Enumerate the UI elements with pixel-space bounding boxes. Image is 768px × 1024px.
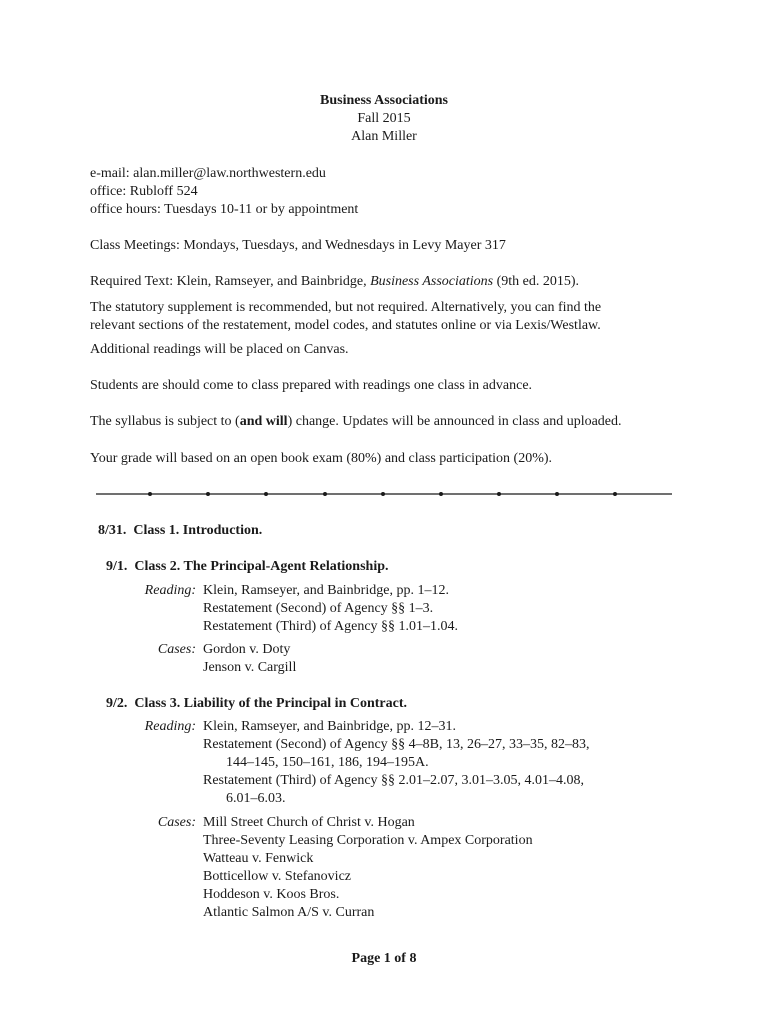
class-3-reading-label: Reading: <box>144 719 196 734</box>
class-1-date: 8/31. <box>98 523 127 538</box>
class-3-reading-item: Restatement (Third) of Agency §§ 2.01–2.07, 3.01–3.05, 4.01–4.08, <box>203 773 585 788</box>
required-text <box>90 273 579 291</box>
required-text-post: (9th ed. 2015). <box>493 274 580 289</box>
divider-dot <box>555 492 559 496</box>
preparation-note: Students are should come to class prepared with readings one class in advance. <box>90 378 533 393</box>
divider-dot <box>439 492 443 496</box>
page-number: Page 1 of 8 <box>351 951 417 966</box>
class-2-reading-item: Restatement (Third) of Agency §§ 1.01–1.04. <box>203 619 459 634</box>
class-3-reading-item: 6.01–6.03. <box>226 791 286 806</box>
canvas-note: Additional readings will be placed on Canvas. <box>90 342 349 357</box>
email-line: e-mail: alan.miller@law.northwestern.edu <box>90 166 326 181</box>
class-3-case: Hoddeson v. Koos Bros. <box>203 887 340 902</box>
class-2-reading-item: Restatement (Second) of Agency §§ 1–3. <box>203 601 434 616</box>
class-2-reading-item: Klein, Ramseyer, and Bainbridge, pp. 1–12. <box>203 583 449 598</box>
office-line: office: Rubloff 524 <box>90 184 198 199</box>
class-3-reading-item: 144–145, 150–161, 186, 194–195A. <box>226 755 429 770</box>
divider-dot <box>148 492 152 496</box>
grade-note: Your grade will based on an open book exam (80%) and class participation (20%). <box>90 451 553 466</box>
divider-dot <box>323 492 327 496</box>
syllabus-post: ) change. Updates will be announced in class and uploaded. <box>287 414 622 429</box>
class-2-date: 9/1. <box>106 559 128 574</box>
supplement-line-1: The statutory supplement is recommended, but not required. Alternatively, you can find the <box>90 300 602 315</box>
class-1-title: Class 1. Introduction. <box>133 523 263 538</box>
divider-dot <box>497 492 501 496</box>
syllabus-bold: and will <box>239 414 288 429</box>
divider-dot <box>381 492 385 496</box>
supplement-line-2: relevant sections of the restatement, model codes, and statutes online or via Lexis/Westlaw. <box>90 318 601 333</box>
class-2-cases-label: Cases: <box>157 642 196 657</box>
class-2-reading-label: Reading: <box>144 583 196 598</box>
divider-dot <box>206 492 210 496</box>
divider-dot <box>264 492 268 496</box>
class-3-title: Class 3. Liability of the Principal in Contract. <box>134 696 408 711</box>
course-title: Business Associations <box>320 93 448 108</box>
class-3-case: Mill Street Church of Christ v. Hogan <box>203 815 415 830</box>
term: Fall 2015 <box>357 111 411 126</box>
syllabus-note <box>90 413 622 431</box>
book-title: Business Associations <box>370 274 494 289</box>
divider-dot <box>613 492 617 496</box>
class-2-title: Class 2. The Principal-Agent Relationship. <box>134 559 389 574</box>
class-3-case: Atlantic Salmon A/S v. Curran <box>203 905 375 920</box>
class-3-reading-item: Klein, Ramseyer, and Bainbridge, pp. 12–31. <box>203 719 456 734</box>
class-2-case: Gordon v. Doty <box>203 642 291 657</box>
required-text-pre: Required Text: Klein, Ramseyer, and Bainbridge, <box>90 274 371 289</box>
syllabus-pre: The syllabus is subject to ( <box>90 414 240 429</box>
instructor: Alan Miller <box>351 129 417 144</box>
office-hours-line: office hours: Tuesdays 10-11 or by appointment <box>90 202 359 217</box>
class-3-case: Botticellow v. Stefanovicz <box>203 869 351 884</box>
decorative-divider <box>96 488 672 500</box>
class-2-heading <box>106 558 389 576</box>
class-3-case: Three-Seventy Leasing Corporation v. Ampex Corporation <box>203 833 533 848</box>
class-3-date: 9/2. <box>106 696 128 711</box>
class-3-heading <box>106 695 407 713</box>
class-meetings: Class Meetings: Mondays, Tuesdays, and Wednesdays in Levy Mayer 317 <box>90 238 506 253</box>
class-3-case: Watteau v. Fenwick <box>203 851 314 866</box>
class-2-case: Jenson v. Cargill <box>203 660 297 675</box>
class-1-heading <box>98 522 262 540</box>
class-3-cases-label: Cases: <box>157 815 196 830</box>
class-3-reading-item: Restatement (Second) of Agency §§ 4–8B, 13, 26–27, 33–35, 82–83, <box>203 737 590 752</box>
